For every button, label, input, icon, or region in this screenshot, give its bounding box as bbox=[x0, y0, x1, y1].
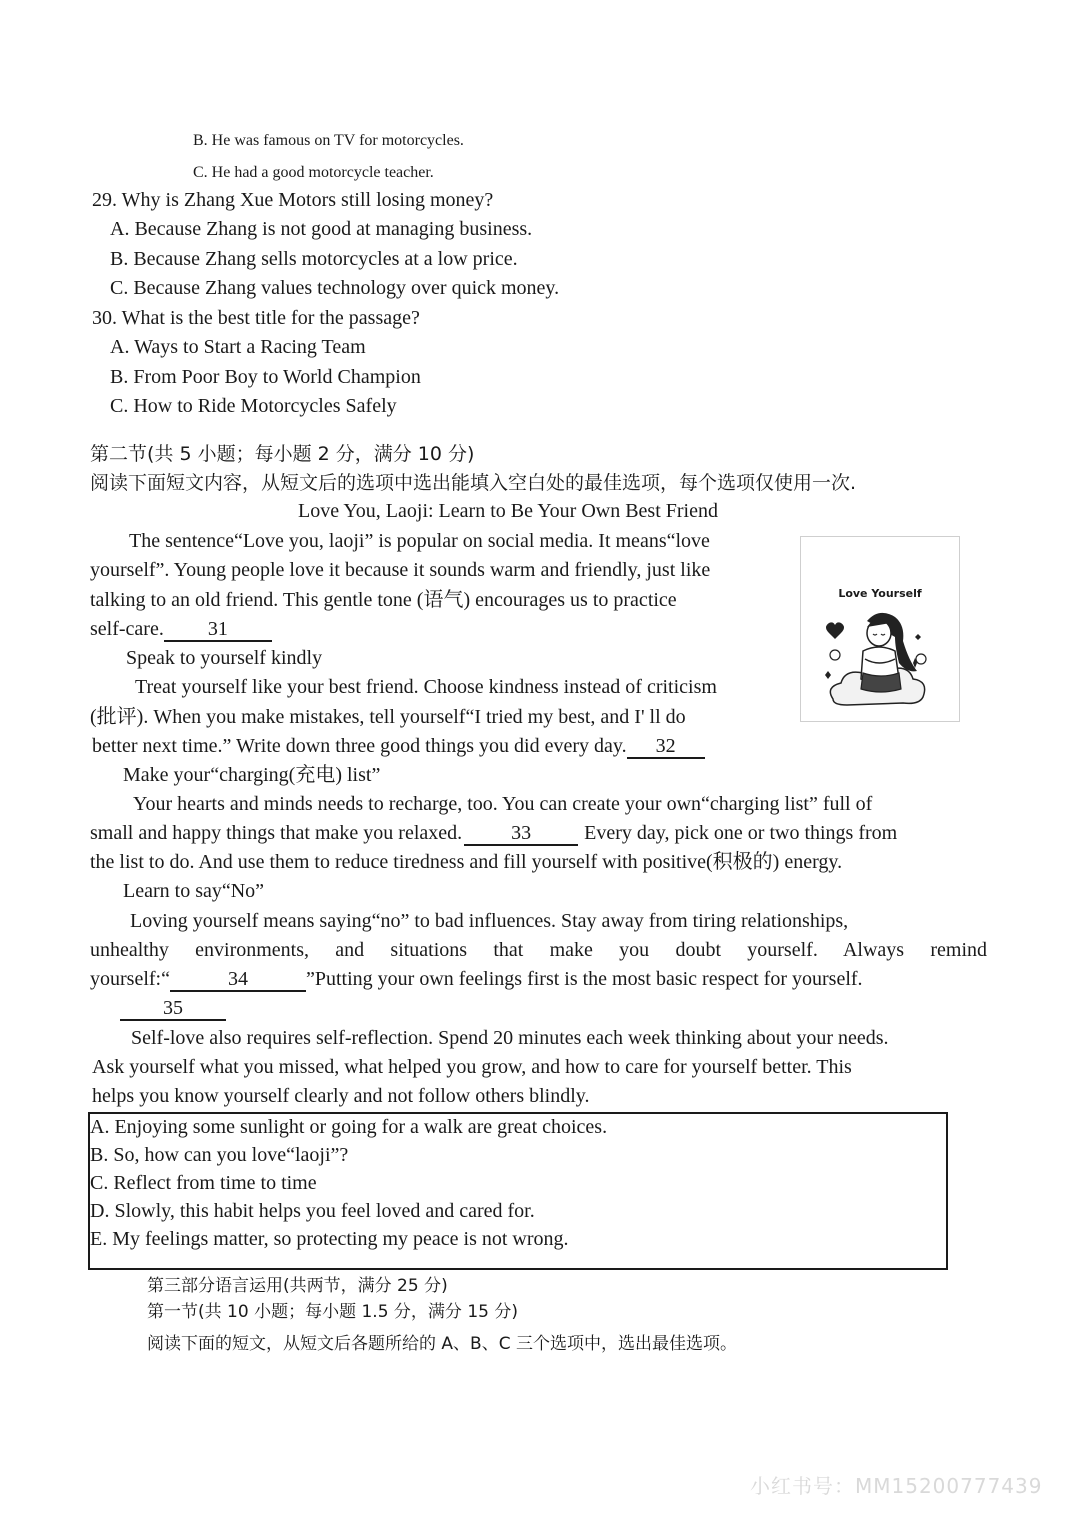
option-c: C. Reflect from time to time bbox=[90, 1172, 317, 1194]
q29-option-c: C. Because Zhang values technology over quick money. bbox=[110, 277, 560, 299]
passage-text: ”Putting your own feelings first is the most basic respect for yourself. bbox=[305, 968, 863, 990]
passage-title: Love You, Laoji: Learn to Be Your Own Best Friend bbox=[298, 500, 718, 522]
part3-section1: 第一节(共 10 小题；每小题 1.5 分，满分 15 分) bbox=[147, 1302, 518, 1322]
part3-instruction: 阅读下面的短文，从短文后各题所给的 A、B、C 三个选项中，选出最佳选项。 bbox=[147, 1334, 737, 1354]
passage-line bbox=[90, 966, 863, 992]
illustration-caption: Love Yourself bbox=[838, 587, 922, 600]
subheading-learn-to-say-no: Learn to say“No” bbox=[123, 880, 265, 902]
blank-31[interactable]: 31 bbox=[164, 618, 272, 642]
passage-line: Ask yourself what you missed, what helped you grow, and how to care for yourself better. This bbox=[92, 1056, 852, 1078]
q30-option-c: C. How to Ride Motorcycles Safely bbox=[110, 395, 397, 417]
option-d: D. Slowly, this habit helps you feel loved and cared for. bbox=[90, 1200, 535, 1222]
passage-line: The sentence“Love you, laoji” is popular on social media. It means“love bbox=[129, 530, 710, 552]
passage-line bbox=[90, 616, 272, 642]
q29-option-a: A. Because Zhang is not good at managing business. bbox=[110, 218, 533, 240]
passage-text: yourself:“ bbox=[90, 968, 170, 990]
section2-instruction: 阅读下面短文内容，从短文后的选项中选出能填入空白处的最佳选项，每个选项仅使用一次. bbox=[90, 472, 857, 494]
subheading-charging-list: Make your“charging(充电) list” bbox=[123, 764, 381, 786]
passage-line: Your hearts and minds needs to recharge, too. You can create your own“charging list” full of bbox=[133, 793, 873, 815]
section2-header: 第二节(共 5 小题；每小题 2 分，满分 10 分) bbox=[90, 443, 475, 465]
passage-text: small and happy things that make you relaxed. bbox=[90, 822, 463, 844]
q28-option-b: B. He was famous on TV for motorcycles. bbox=[193, 132, 464, 149]
passage-line: yourself”. Young people love it because it sounds warm and friendly, just like bbox=[90, 559, 711, 581]
passage-line: Loving yourself means saying“no” to bad influences. Stay away from tiring relationships, bbox=[130, 910, 849, 932]
passage-line bbox=[120, 995, 226, 1021]
part3-header: 第三部分语言运用(共两节，满分 25 分) bbox=[147, 1276, 448, 1296]
passage-line: the list to do. And use them to reduce tiredness and fill yourself with positive(积极的) energy. bbox=[90, 851, 843, 873]
passage-text: better next time.” Write down three good things you did every day. bbox=[92, 735, 627, 757]
passage-line: Self-love also requires self-reflection. Spend 20 minutes each week thinking about your needs. bbox=[131, 1027, 889, 1049]
passage-line: (批评). When you make mistakes, tell yourself“I tried my best, and I' ll do bbox=[90, 706, 686, 728]
q29-option-b: B. Because Zhang sells motorcycles at a low price. bbox=[110, 248, 518, 270]
passage-line: unhealthy environments, and situations that make you doubt yourself. Always remind bbox=[90, 939, 987, 961]
girl-on-cloud-icon bbox=[815, 603, 947, 719]
watermark: 小红书号：MM15200777439 bbox=[750, 1474, 1043, 1498]
blank-35[interactable]: 35 bbox=[120, 997, 226, 1021]
love-yourself-illustration bbox=[800, 536, 960, 722]
passage-text: Every day, pick one or two things from bbox=[584, 822, 898, 844]
passage-line bbox=[92, 733, 705, 759]
blank-34[interactable]: 34 bbox=[170, 968, 306, 992]
q30-question: 30. What is the best title for the passage? bbox=[92, 307, 420, 329]
q30-option-b: B. From Poor Boy to World Champion bbox=[110, 366, 421, 388]
q29-question: 29. Why is Zhang Xue Motors still losing money? bbox=[92, 189, 494, 211]
option-e: E. My feelings matter, so protecting my peace is not wrong. bbox=[90, 1228, 569, 1250]
subheading-speak-kindly: Speak to yourself kindly bbox=[126, 647, 323, 669]
passage-text: self-care. bbox=[90, 618, 164, 640]
option-b: B. So, how can you love“laoji”? bbox=[90, 1144, 349, 1166]
passage-line: helps you know yourself clearly and not follow others blindly. bbox=[92, 1085, 590, 1107]
blank-32[interactable]: 32 bbox=[627, 735, 705, 759]
option-a: A. Enjoying some sunlight or going for a walk are great choices. bbox=[90, 1116, 608, 1138]
q30-option-a: A. Ways to Start a Racing Team bbox=[110, 336, 366, 358]
q28-option-c: C. He had a good motorcycle teacher. bbox=[193, 164, 434, 181]
passage-line bbox=[90, 820, 897, 846]
passage-line: talking to an old friend. This gentle tone (语气) encourages us to practice bbox=[90, 589, 677, 611]
blank-33[interactable]: 33 bbox=[464, 822, 578, 846]
passage-line: Treat yourself like your best friend. Choose kindness instead of criticism bbox=[135, 676, 717, 698]
